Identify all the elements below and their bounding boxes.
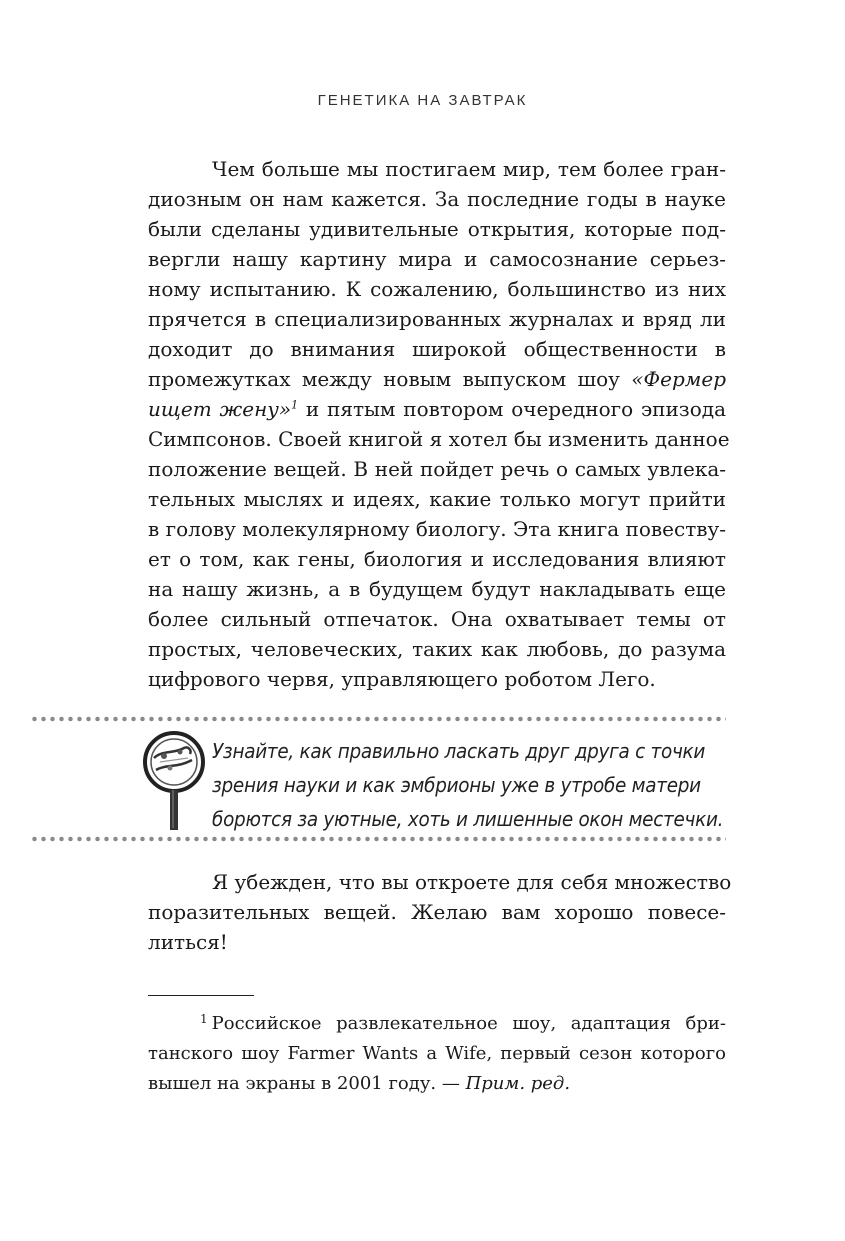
- footnote-reference[interactable]: 1: [291, 398, 299, 412]
- text-line: простых, человеческих, таких как любовь, до разума: [148, 637, 726, 661]
- dotted-divider-bottom: [30, 836, 726, 842]
- show-title: «Фермер: [631, 367, 726, 391]
- text-line: [148, 394, 726, 424]
- text-line: [148, 364, 726, 394]
- text-line: ет о том, как гены, биология и исследования влияют: [148, 547, 726, 571]
- text-segment: и пятым повтором очередного эпизода: [298, 397, 726, 421]
- footnote: [148, 1004, 726, 1099]
- main-paragraph: [148, 154, 730, 694]
- text-segment: Российское развлекательное шоу, адаптация бри-: [211, 1013, 726, 1034]
- footnote-line: [148, 1069, 726, 1099]
- callout-line: борются за уютные, хоть и лишенные окон местечки.: [212, 807, 724, 831]
- text-line: доходит до внимания широкой общественности в: [148, 337, 726, 361]
- text-line: в голову молекулярному биологу. Эта книга повеству-: [148, 517, 727, 541]
- editor-note: Прим. ред.: [465, 1073, 571, 1094]
- text-line: Я убежден, что вы откроете для себя множество: [212, 870, 732, 894]
- text-line: Чем больше мы постигаем мир, тем более гран-: [212, 157, 726, 181]
- text-line: прячется в специализированных журналах и вряд ли: [148, 307, 726, 331]
- text-segment: вышел на экраны в 2001 году. —: [148, 1073, 466, 1094]
- text-line: более сильный отпечаток. Она охватывает темы от: [148, 607, 726, 631]
- text-line: Симпсонов. Своей книгой я хотел бы изменить данное: [148, 427, 730, 451]
- callout-box: [212, 734, 724, 836]
- text-line: литься!: [148, 930, 228, 954]
- footnote-mark: 1: [200, 1012, 208, 1026]
- text-line: диозным он нам кажется. За последние годы в науке: [148, 187, 726, 211]
- callout-line: Узнайте, как правильно ласкать друг друга с точки: [212, 739, 706, 763]
- callout-line: зрения науки и как эмбрионы уже в утробе матери: [212, 773, 701, 797]
- text-line: тельных мыслях и идеях, какие только могут прийти: [148, 487, 726, 511]
- text-line: на нашу жизнь, а в будущем будут накладывать еще: [148, 577, 726, 601]
- footnote-line: [148, 1004, 726, 1039]
- footnote-separator: [148, 995, 254, 996]
- text-line: ному испытанию. К сожалению, большинство из них: [148, 277, 726, 301]
- text-line: положение вещей. В ней пойдет речь о самых увлека-: [148, 457, 726, 481]
- text-line: вергли нашу картину мира и самосознание серьез-: [148, 247, 726, 271]
- running-header: ГЕНЕТИКА НА ЗАВТРАК: [317, 92, 528, 109]
- closing-paragraph: [148, 867, 732, 957]
- text-line: были сделаны удивительные открытия, которые под-: [148, 217, 726, 241]
- footnote-line: танского шоу Farmer Wants a Wife, первый сезон которого: [148, 1043, 726, 1064]
- show-title: ищет жену»: [148, 397, 292, 421]
- text-line: поразительных вещей. Желаю вам хорошо повесе-: [148, 900, 726, 924]
- text-segment: промежутках между новым выпуском шоу: [148, 367, 632, 391]
- text-line: цифрового червя, управляющего роботом Лего.: [148, 667, 656, 691]
- dotted-divider-top: [30, 716, 726, 722]
- magnifier-icon: [140, 728, 208, 832]
